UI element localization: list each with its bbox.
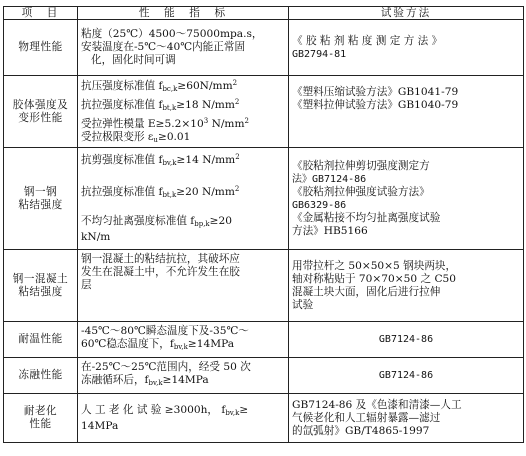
row-method-gel [289,76,524,148]
perf-value: ≥18 N/mm [176,98,235,111]
method-line: 用带拉杆之 50×50×5 钢块两块， [292,259,457,272]
perf-line: 化，固化时间可调 [91,54,176,66]
perf-text: 抗剪强度标准值 f [81,154,163,166]
properties-table [3,6,524,443]
subscript: bv,k [225,408,240,417]
subscript: bv,k [162,159,177,167]
row-method-freeze-thaw [289,358,524,394]
row-method-steel-steel [289,148,524,250]
item-label: 冻融性能 [18,369,63,381]
subscript: bp,k [194,220,210,228]
item-label: 物理性能 [18,41,63,53]
method-line: GB6329-86 [292,199,347,211]
subscript: bv,k [173,343,188,351]
item-label: 性能 [29,418,52,430]
table-row [4,322,524,358]
perf-line [81,215,285,231]
method-line: 《胶粘剂拉伸剪切强度测定方 [292,159,430,172]
header-performance: 性 能 指 标 [78,7,289,20]
perf-line: kN/m [81,231,111,243]
perf-line: 钢一混凝土的粘结抗拉，其破坏应 [81,253,240,265]
method-line: GB7124-86 [378,334,434,345]
perf-value: ≥20 [209,215,233,227]
header-row [4,7,524,20]
perf-line [81,77,285,96]
perf-line [81,151,285,170]
row-method-physical [289,20,524,76]
item-label: 粘结强度 [18,198,63,211]
subscript: bt,k [162,103,177,112]
perf-text: 人 工 老 化 试 验 ≥3000h， f [81,403,226,416]
perf-line [81,183,285,202]
method-line: 《胶粘剂拉伸强度试验方法》 [292,185,430,198]
table-row [4,148,524,250]
superscript: 2 [234,97,240,106]
perf-line [81,338,285,354]
perf-text: 抗拉强度标准值 f [81,186,163,198]
method-line: GB2794-81 [292,48,347,60]
perf-value: ≥60N/mm [177,79,233,92]
method-line: 的氙弧射》GB/T4865-1997 [292,424,430,437]
perf-text: 不均匀扯离强度标准值 f [81,215,195,227]
method-line: 《塑料压缩试验方法》GB1041-79 [292,85,459,98]
method-line: 轴对称粘贴于 70×70×50 之 C50 [292,272,457,285]
perf-line: -45℃～80℃瞬态温度下及-35℃～ [81,325,249,337]
table-row [4,394,524,443]
subscript: u [153,135,158,144]
item-label: 粘结强度 [18,285,63,298]
method-line: 方法》HB5166 [292,224,368,237]
subscript: bt,k [162,191,177,199]
row-item-aging [4,394,78,443]
item-label: 胶体强度及 [12,98,69,111]
row-item-steel-steel [4,148,78,250]
method-line: GB7124-86 [378,370,434,381]
row-perf-steel-steel [78,148,289,250]
method-line: 《 胶 粘 剂 粘 度 测 定 方 法 》 [292,34,443,47]
perf-line: 安装温度在-5℃～40℃内能正常固 [81,41,246,53]
table-row [4,20,524,76]
header-item: 项 目 [4,7,78,20]
perf-value: ≥20 N/mm [176,186,235,198]
perf-value: ≥14MPa [187,338,235,350]
row-item-steel-concrete [4,250,78,322]
perf-value: ≥ [239,403,249,416]
table-row [4,358,524,394]
superscript: 2 [232,78,238,87]
method-line: 试验 [292,298,314,311]
table-row [4,76,524,148]
perf-line [81,96,285,115]
method-line: GB7124-86 及《色漆和清漆—人工 [292,398,462,411]
row-method-temperature [289,322,524,358]
perf-text: 抗拉强度标准值 f [81,98,163,111]
superscript: 3 [203,116,209,125]
row-perf-aging [78,394,289,443]
perf-text: 受拉弹性模量 E≥5.2×10 [81,117,204,130]
perf-text: 60℃稳态温度下，f [81,338,174,350]
item-label: 钢一混凝土 [12,272,69,285]
item-label: 耐温性能 [18,333,63,345]
table-row [4,250,524,322]
row-item-physical [4,20,78,76]
superscript: 2 [244,116,249,125]
method-line: 混凝土块大面，固化后进行拉伸 [292,285,441,298]
perf-text: 冻融循环后，f [81,374,149,386]
row-method-steel-concrete [289,250,524,322]
perf-line: 14MPa [81,419,119,432]
superscript: 2 [234,185,240,193]
subscript: bv,k [148,379,163,387]
perf-line [81,115,285,131]
perf-line: 层 [81,279,92,291]
item-label: 钢一钢 [23,185,58,198]
row-method-aging [289,394,524,443]
superscript: 2 [235,153,240,161]
perf-line [81,374,285,390]
perf-line: 粘度（25℃）4500～75000mpa.s， [81,28,263,40]
perf-value: ≥14 N/mm [176,154,236,166]
method-line: 法》GB7124-86 [292,173,367,185]
row-perf-temperature [78,322,289,358]
row-item-freeze-thaw [4,358,78,394]
perf-line [81,404,285,420]
perf-text: 抗压强度标准值 f [81,79,163,92]
item-label: 耐老化 [23,405,58,417]
perf-text: 受拉极限变形 ε [81,130,154,143]
row-item-gel [4,76,78,148]
perf-value: ≥14MPa [162,374,209,386]
row-item-temperature [4,322,78,358]
perf-value: ≥0.01 [157,130,191,143]
method-line: 气候老化和人工辐射暴露—滤过 [292,411,441,424]
method-line: 《塑料拉伸试验方法》GB1040-79 [292,98,459,111]
header-method: 试验方法 [289,7,524,20]
perf-line [81,131,285,147]
row-perf-steel-concrete [78,250,289,322]
perf-line: 发生在混凝土中，不允许发生在胶 [81,266,240,278]
perf-value: N/mm [208,117,245,130]
row-perf-physical [78,20,289,76]
subscript: bc,k [162,84,178,93]
row-perf-freeze-thaw [78,358,289,394]
item-label: 变形性能 [18,111,63,124]
perf-line: 在-25℃～25℃范围内，经受 50 次 [81,361,251,373]
row-perf-gel [78,76,289,148]
method-line: 《金属粘接不均匀扯离强度试验 [292,211,441,224]
